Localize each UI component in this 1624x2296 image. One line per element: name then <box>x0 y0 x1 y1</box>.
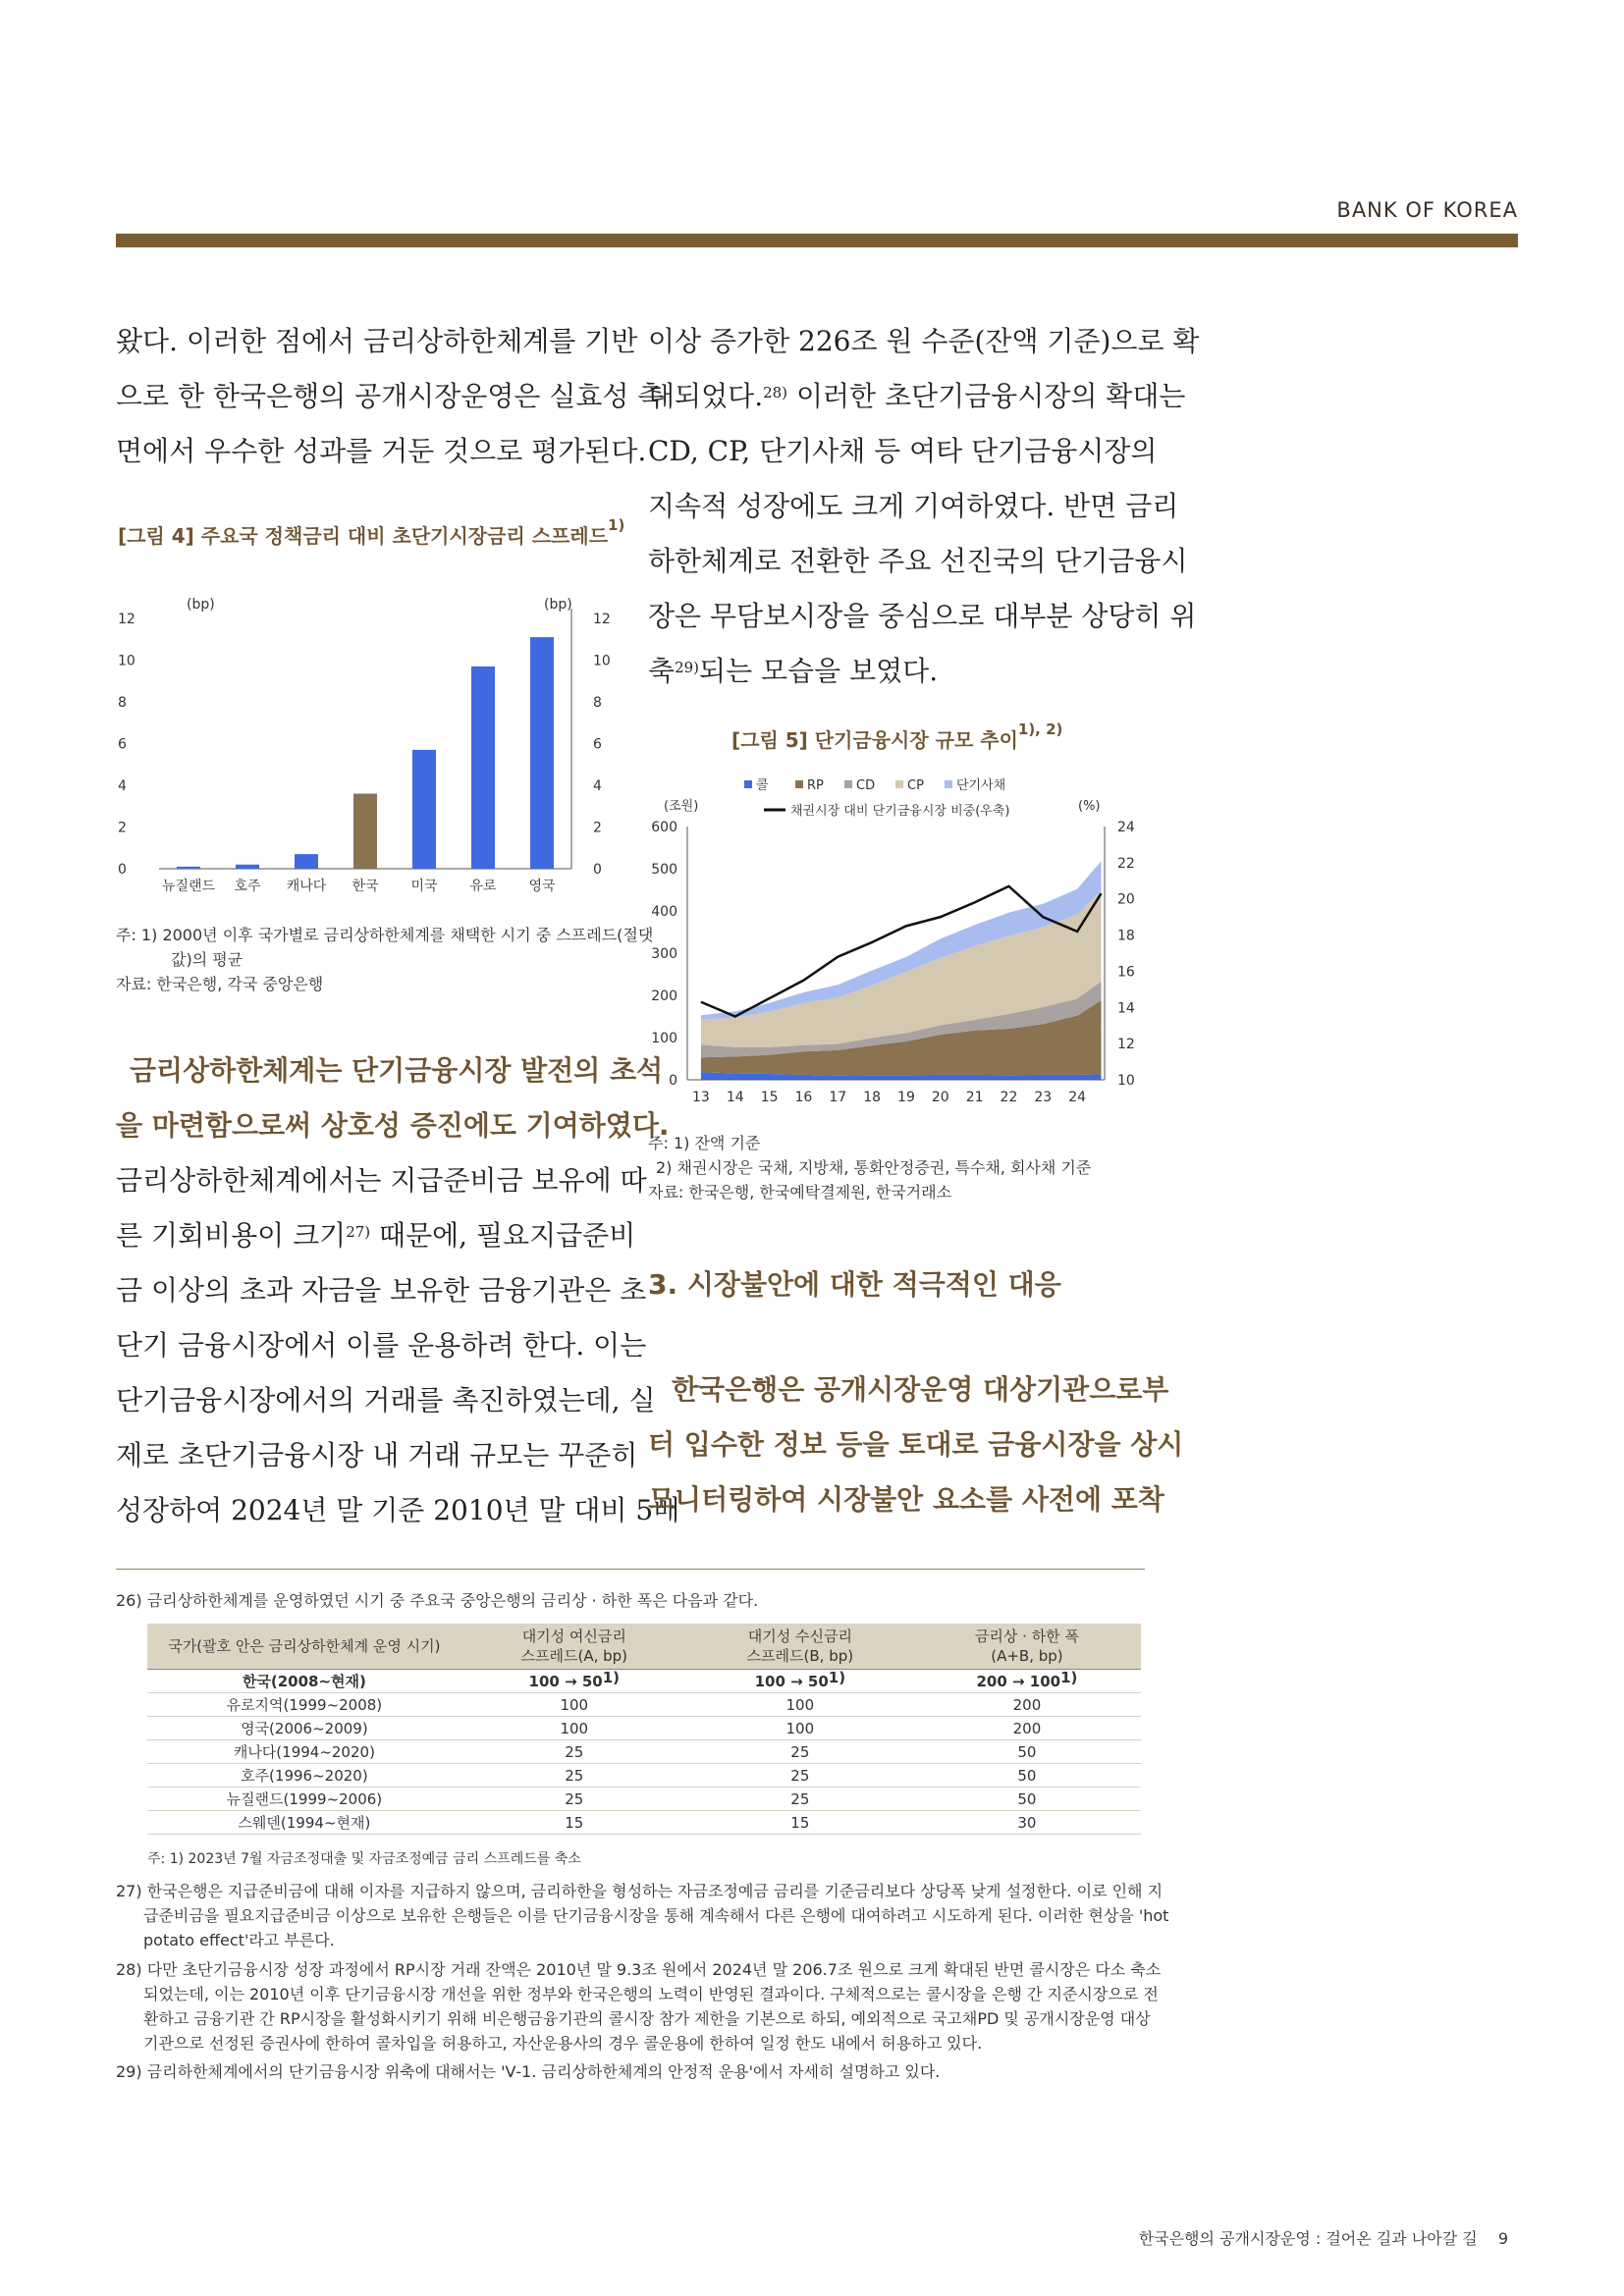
table-row <box>147 1670 1141 1693</box>
y-tick-label-right: 2 <box>593 820 602 836</box>
bar <box>353 794 377 870</box>
x-tick-label: 13 <box>692 1090 710 1105</box>
text-line: 장은 무담보시장을 중심으로 대부분 상당히 위 <box>648 600 1197 632</box>
legend-label: 콜 <box>756 778 769 793</box>
x-tick-label: 유로 <box>469 879 497 894</box>
x-tick-label: 22 <box>1000 1090 1018 1105</box>
text-line: 제로 초단기금융시장 내 거래 규모는 꾸준히 <box>116 1439 638 1471</box>
y-unit-left: (bp) <box>187 597 215 613</box>
text-span: 른 기회비용이 크기 <box>116 1219 347 1252</box>
footnote-28 <box>116 1957 1161 2056</box>
y-tick-label-left: 200 <box>651 988 677 1004</box>
bar <box>412 750 436 869</box>
table-note: 주: 1) 2023년 7월 자금조정대출 및 자금조정예금 금리 스프레드를 축소 <box>147 1851 581 1867</box>
legend-label: 채권시장 대비 단기금융시장 비중(우축) <box>790 804 1010 819</box>
page-number: 9 <box>1497 2229 1508 2248</box>
table-cell <box>913 1670 1141 1693</box>
lead-line: 을 마련함으로써 상호성 증진에도 기여하였다. <box>116 1109 670 1142</box>
footnote-text: 29) 금리하한체계에서의 단기금융시장 위축에 대해서는 'Ⅴ-1. 금리상하한체계의 안정적 운용'에서 자세히 설명하고 있다. <box>116 2062 941 2081</box>
cell-value: 200 → 100 <box>976 1672 1061 1690</box>
table-header: 금리상 · 하한 폭 (A+B, bp) <box>913 1624 1141 1670</box>
table-cell: 15 <box>461 1811 687 1835</box>
table-cell: 25 <box>461 1764 687 1788</box>
y-tick-label-right: 18 <box>1117 928 1135 944</box>
x-tick-label: 캐나다 <box>286 879 327 894</box>
table-cell: 25 <box>687 1764 913 1788</box>
section-title: 3. 시장불안에 대한 적극적인 대응 <box>648 1268 1061 1301</box>
footnote-29 <box>116 2059 940 2084</box>
y-tick-label-left: 8 <box>118 695 127 711</box>
y-tick-label-left: 300 <box>651 946 677 962</box>
table-cell: 15 <box>687 1811 913 1835</box>
figure5-note-line: 자료: 한국은행, 한국예탁결제원, 한국거래소 <box>648 1183 952 1201</box>
x-tick-label: 영국 <box>528 879 556 894</box>
y-unit-right: (%) <box>1078 799 1101 814</box>
footnote-ref-29[interactable]: 29) <box>675 659 700 676</box>
x-tick-label: 미국 <box>410 879 438 894</box>
table-row <box>147 1764 1141 1788</box>
bar <box>295 854 318 869</box>
x-tick-label: 19 <box>897 1090 915 1105</box>
text-line: 이상 증가한 226조 원 수준(잔액 기준)으로 확 <box>648 325 1200 357</box>
header-rule <box>116 234 1518 247</box>
text-span: 축 <box>648 655 676 687</box>
y-tick-label-left: 0 <box>669 1073 677 1089</box>
footnote-text: 27) 한국은행은 지급준비금에 대해 이자를 지급하지 않으며, 금리하한을 형성하는 자금조정예금 금리를 기준금리보다 상당폭 낮게 설정한다. 이로 인해 지 <box>116 1882 1164 1900</box>
legend-swatch <box>744 780 752 788</box>
table-row <box>147 1788 1141 1811</box>
page-footer <box>1139 2226 1508 2249</box>
bar <box>177 867 200 869</box>
footnote-rule <box>116 1569 1145 1570</box>
table-header: 대기성 수신금리 스프레드(B, bp) <box>687 1624 913 1670</box>
y-tick-label-left: 10 <box>118 653 135 669</box>
table-header: 대기성 여신금리 스프레드(A, bp) <box>461 1624 687 1670</box>
legend-swatch <box>795 780 803 788</box>
table-header-row <box>147 1624 1141 1670</box>
text-span: 때문에, 필요지급준비 <box>370 1219 636 1252</box>
x-tick-label: 15 <box>760 1090 779 1105</box>
lead-line: 금리상하한체계는 단기금융시장 발전의 초석 <box>130 1054 664 1087</box>
x-tick-label: 23 <box>1034 1090 1053 1105</box>
table-cell: 50 <box>913 1764 1141 1788</box>
brand-header: BANK OF KOREA <box>1336 198 1518 222</box>
figure4-note-line: 값)의 평균 <box>171 950 244 969</box>
table-cell: 25 <box>461 1788 687 1811</box>
lead-line: 터 입수한 정보 등을 토대로 금융시장을 상시 <box>648 1428 1184 1461</box>
figure4-title-sup: 1) <box>608 516 625 534</box>
cell-value: 100 → 50 <box>754 1672 829 1690</box>
footnote-27 <box>116 1879 1168 1952</box>
footnote-text: 28) 다만 초단기금융시장 성장 과정에서 RP시장 거래 잔액은 2010년 말 9.3조 원에서 2024년 말 206.7조 원으로 크게 확대된 반면 콜시장은 다소 축소 <box>116 1960 1162 1979</box>
footnote-ref-27[interactable]: 27) <box>346 1223 371 1241</box>
x-tick-label: 24 <box>1068 1090 1087 1105</box>
y-tick-label-left: 600 <box>651 820 677 835</box>
bar <box>530 637 554 869</box>
text-line: 금리상하한체계에서는 지급준비금 보유에 따 <box>116 1164 647 1197</box>
text-line: 으로 한 한국은행의 공개시장운영은 실효성 측 <box>116 380 665 412</box>
table-header: 국가(괄호 안은 금리상하한체계 운영 시기) <box>147 1624 461 1670</box>
left-paragraph-2 <box>116 1043 679 1538</box>
y-tick-label-left: 2 <box>118 820 127 836</box>
y-tick-label-left: 400 <box>651 904 677 920</box>
figure4-notes <box>116 923 653 996</box>
text-line: 단기금융시장에서의 거래를 촉진하였는데, 실 <box>116 1384 656 1416</box>
cell-value: 100 → 50 <box>528 1672 603 1690</box>
y-tick-label-left: 12 <box>118 612 135 627</box>
lead-line: 모니터링하여 시장불안 요소를 사전에 포착 <box>648 1483 1164 1516</box>
section-lead <box>648 1362 1183 1527</box>
y-tick-label-right: 10 <box>1117 1073 1135 1089</box>
table-cell: 200 <box>913 1693 1141 1717</box>
x-tick-label: 18 <box>863 1090 882 1105</box>
table-cell: 100 <box>687 1717 913 1740</box>
y-tick-label-right: 10 <box>593 653 611 669</box>
x-tick-label: 21 <box>965 1090 984 1105</box>
table-cell: 100 <box>461 1693 687 1717</box>
table-cell: 영국(2006~2009) <box>147 1717 461 1740</box>
x-tick-label: 14 <box>726 1090 744 1105</box>
table-cell: 25 <box>687 1740 913 1764</box>
y-tick-label-left: 0 <box>118 862 127 878</box>
text-line: 왔다. 이러한 점에서 금리상하한체계를 기반 <box>116 325 638 357</box>
y-tick-label-left: 4 <box>118 778 127 794</box>
footer-title: 한국은행의 공개시장운영 : 걸어온 길과 나아갈 길 <box>1138 2229 1478 2248</box>
figure4-note-line: 주: 1) 2000년 이후 국가별로 금리상하한체계를 채택한 시기 중 스프레드(절댓 <box>116 926 654 944</box>
y-tick-label-right: 16 <box>1117 964 1135 981</box>
legend-label: CP <box>907 778 924 793</box>
table-cell: 200 <box>913 1717 1141 1740</box>
text-line: 지속적 성장에도 크게 기여하였다. 반면 금리 <box>648 490 1179 522</box>
legend-label: 단기사채 <box>956 778 1006 793</box>
table-cell: 30 <box>913 1811 1141 1835</box>
cell-sup: 1) <box>1060 1668 1078 1686</box>
lead-line: 한국은행은 공개시장운영 대상기관으로부 <box>672 1373 1169 1406</box>
y-tick-label-right: 8 <box>593 695 602 711</box>
table-cell: 유로지역(1999~2008) <box>147 1693 461 1717</box>
text-span: 이러한 초단기금융시장의 확대는 <box>787 380 1186 412</box>
table-cell: 100 <box>461 1717 687 1740</box>
text-span: 대되었다. <box>648 380 764 412</box>
figure4-note-line: 자료: 한국은행, 각국 중앙은행 <box>116 975 324 993</box>
footnote-text: 환하고 금융기관 간 RP시장을 활성화시키기 위해 비은행금융기관의 콜시장 참가 제한을 기본으로 하되, 예외적으로 국고채PD 및 공개시장운영 대상 <box>143 2009 1151 2028</box>
text-line: 하한체계로 전환한 주요 선진국의 단기금융시 <box>648 545 1188 577</box>
table-cell <box>687 1670 913 1693</box>
figure5-note-line: 주: 1) 잔액 기준 <box>648 1134 761 1152</box>
footnote-ref-28[interactable]: 28) <box>763 384 788 401</box>
y-tick-label-right: 4 <box>593 778 602 794</box>
cell-sup: 1) <box>828 1668 846 1686</box>
x-tick-label: 한국 <box>352 879 379 894</box>
legend-label: RP <box>807 778 824 793</box>
table-cell: 호주(1996~2020) <box>147 1764 461 1788</box>
y-tick-label-left: 100 <box>651 1031 677 1046</box>
legend-swatch <box>895 780 903 788</box>
x-tick-label: 20 <box>931 1090 949 1105</box>
spread-table <box>147 1624 1141 1835</box>
figure5-title-text: [그림 5] 단기금융시장 규모 추이 <box>731 728 1018 752</box>
legend-swatch <box>844 780 852 788</box>
table-cell: 100 <box>687 1693 913 1717</box>
table-cell: 캐나다(1994~2020) <box>147 1740 461 1764</box>
y-tick-label-right: 12 <box>1117 1037 1135 1053</box>
table-cell: 한국(2008~현재) <box>147 1670 461 1693</box>
x-tick-label: 호주 <box>234 879 261 894</box>
table-cell: 50 <box>913 1740 1141 1764</box>
text-line: CD, CP, 단기사채 등 여타 단기금융시장의 <box>648 435 1158 467</box>
right-paragraph-1 <box>648 314 1199 699</box>
table-cell <box>461 1670 687 1693</box>
figure4-chart <box>110 569 621 908</box>
y-tick-label-left: 500 <box>651 862 677 878</box>
text-line: 면에서 우수한 성과를 거둔 것으로 평가된다. <box>116 435 647 467</box>
table-cell: 25 <box>461 1740 687 1764</box>
footnote-text: potato effect'라고 부른다. <box>143 1931 335 1949</box>
x-tick-label: 17 <box>829 1090 847 1105</box>
footnote-text: 26) 금리상하한체계를 운영하였던 시기 중 주요국 중앙은행의 금리상 · 하한 폭은 다음과 같다. <box>116 1591 759 1610</box>
footnote-text: 되었는데, 이는 2010년 이후 단기금융시장 개선을 위한 정부와 한국은행의 노력이 반영된 결과이다. 구체적으로는 콜시장을 은행 간 지준시장으로 전 <box>143 1985 1159 2003</box>
figure5-notes <box>648 1131 1091 1204</box>
y-tick-label-right: 14 <box>1117 1000 1135 1017</box>
y-tick-label-right: 22 <box>1117 855 1135 872</box>
left-paragraph-1 <box>116 314 664 479</box>
legend-swatch <box>945 780 952 788</box>
figure5-note-line: 2) 채권시장은 국채, 지방채, 통화안정증권, 특수채, 회사채 기준 <box>656 1158 1092 1177</box>
figure5-title-sup: 1), 2) <box>1017 721 1063 738</box>
y-tick-label-right: 24 <box>1117 820 1135 835</box>
y-tick-label-right: 0 <box>593 862 602 878</box>
text-line <box>116 1208 679 1263</box>
footnote-26 <box>116 1588 758 1613</box>
legend-label: CD <box>856 778 876 793</box>
figure5-chart <box>638 771 1149 1119</box>
figure4-title-text: [그림 4] 주요국 정책금리 대비 초단기시장금리 스프레드 <box>118 524 609 548</box>
table-cell: 25 <box>687 1788 913 1811</box>
y-unit-right: (bp) <box>544 597 572 613</box>
table-cell: 스웨덴(1994~현재) <box>147 1811 461 1835</box>
footnote-text: 급준비금을 필요지급준비금 이상으로 보유한 은행들은 이를 단기금융시장을 통해 계속해서 다른 은행에 대여하려고 시도하게 된다. 이러한 현상을 'hot <box>143 1906 1169 1925</box>
table-row <box>147 1740 1141 1764</box>
bar <box>471 667 495 869</box>
text-span: 되는 모습을 보였다. <box>699 655 939 687</box>
cell-sup: 1) <box>602 1668 621 1686</box>
table-cell: 50 <box>913 1788 1141 1811</box>
y-tick-label-right: 6 <box>593 736 602 753</box>
text-line: 단기 금융시장에서 이를 운용하려 한다. 이는 <box>116 1329 647 1362</box>
table-row <box>147 1693 1141 1717</box>
table-row <box>147 1811 1141 1835</box>
text-line: 성장하여 2024년 말 기준 2010년 말 대비 5배 <box>116 1494 680 1526</box>
table-cell: 뉴질랜드(1999~2006) <box>147 1788 461 1811</box>
y-tick-label-left: 6 <box>118 736 127 753</box>
footnote-text: 기관으로 선정된 증권사에 한하여 콜차입을 허용하고, 자산운용사의 경우 콜운용에 한하여 일정 한도 내에서 허용하고 있다. <box>143 2034 983 2053</box>
text-line <box>648 644 1199 699</box>
y-unit-left: (조원) <box>664 799 699 814</box>
table-row <box>147 1717 1141 1740</box>
y-tick-label-right: 20 <box>1117 891 1135 908</box>
text-line: 금 이상의 초과 자금을 보유한 금융기관은 초 <box>116 1274 647 1307</box>
x-tick-label: 16 <box>794 1090 813 1105</box>
figure4-title <box>118 516 625 549</box>
y-tick-label-right: 12 <box>593 612 611 627</box>
bar <box>236 865 259 869</box>
figure5-title <box>731 721 1063 753</box>
x-tick-label: 뉴질랜드 <box>161 879 216 894</box>
text-line <box>648 369 1199 424</box>
